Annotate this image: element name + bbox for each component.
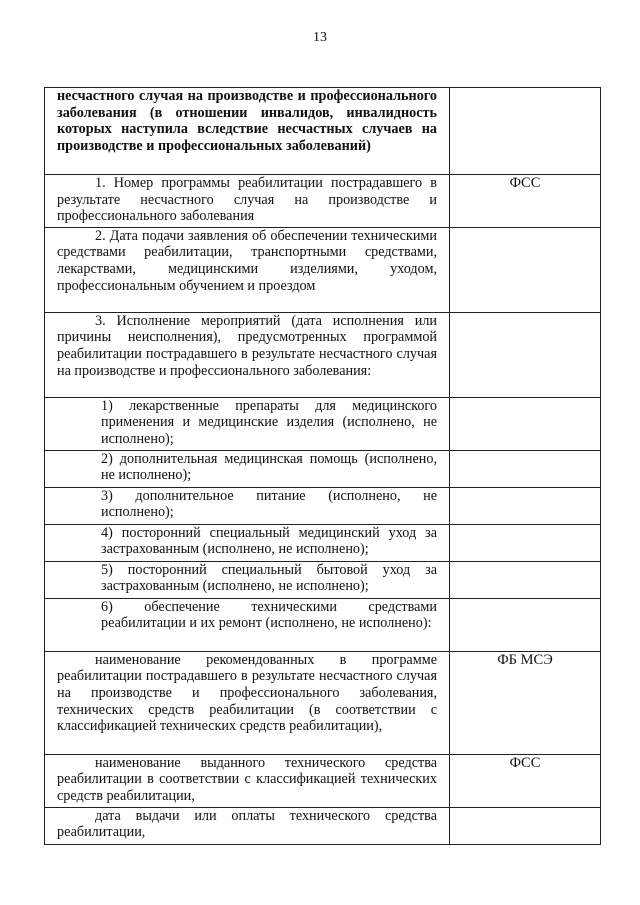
table-row	[45, 487, 601, 524]
responsible-cell	[450, 487, 601, 524]
table-row	[45, 807, 601, 844]
responsible-cell	[450, 312, 601, 397]
table-row	[45, 312, 601, 397]
item-recommended-aids: наименование рекомендованных в программе реабилитации пострадавшего в результате несчастного случая на производстве и профессионального заболевания, технических средств реабилитации (в соответствии с классификацией технических средств реабилитации),	[45, 651, 450, 754]
table-row	[45, 450, 601, 487]
table-row	[45, 175, 601, 228]
responsible-cell	[450, 598, 601, 651]
responsible-cell: ФСС	[450, 175, 601, 228]
responsible-cell: ФСС	[450, 754, 601, 807]
page-number: 13	[313, 30, 327, 45]
responsible-cell	[450, 450, 601, 487]
responsible-cell: ФБ МСЭ	[450, 651, 601, 754]
responsible-cell	[450, 807, 601, 844]
table-row	[45, 561, 601, 598]
responsible-cell	[450, 524, 601, 561]
reporting-table	[44, 87, 601, 845]
table-row	[45, 227, 601, 312]
subitem-medical-care: 4) посторонний специальный медицинский уход за застрахованным (исполнено, не исполнено);	[45, 524, 450, 561]
responsible-cell	[450, 227, 601, 312]
table-row	[45, 754, 601, 807]
subitem-household-care: 5) посторонний специальный бытовой уход за застрахованным (исполнено, не исполнено);	[45, 561, 450, 598]
table-row	[45, 397, 601, 450]
item-execution: 3. Исполнение мероприятий (дата исполнения или причины неисполнения), предусмотренных программой реабилитации пострадавшего в результате несчастного случая на производстве и профессионального заболевания:	[45, 312, 450, 397]
item-application-date: 2. Дата подачи заявления об обеспечении техническими средствами реабилитации, транспортными средствами, лекарствами, медицинскими изделиями, уходом, профессиональным обучением и проездом	[45, 227, 450, 312]
table-row	[45, 88, 601, 175]
table-row	[45, 651, 601, 754]
table-row	[45, 598, 601, 651]
subitem-extra-nutrition: 3) дополнительное питание (исполнено, не исполнено);	[45, 487, 450, 524]
row-heading-continuation: несчастного случая на производстве и профессионального заболевания (в отношении инвалидов, инвалидность которых наступила вследствие несчастных случаев на производстве и профессиональных заболеваний)	[45, 88, 450, 175]
item-issue-date: дата выдачи или оплаты технического средства реабилитации,	[45, 807, 450, 844]
table-row	[45, 524, 601, 561]
subitem-extra-medical-help: 2) дополнительная медицинская помощь (исполнено, не исполнено);	[45, 450, 450, 487]
subitem-medicines: 1) лекарственные препараты для медицинского применения и медицинские изделия (исполнено, не исполнено);	[45, 397, 450, 450]
item-program-number: 1. Номер программы реабилитации пострадавшего в результате несчастного случая на производстве и профессионального заболевания	[45, 175, 450, 228]
item-issued-aids: наименование выданного технического средства реабилитации в соответствии с классификацией технических средств реабилитации,	[45, 754, 450, 807]
responsible-cell	[450, 88, 601, 175]
responsible-cell	[450, 397, 601, 450]
subitem-technical-aids: 6) обеспечение техническими средствами реабилитации и их ремонт (исполнено, не исполнено):	[45, 598, 450, 651]
responsible-cell	[450, 561, 601, 598]
